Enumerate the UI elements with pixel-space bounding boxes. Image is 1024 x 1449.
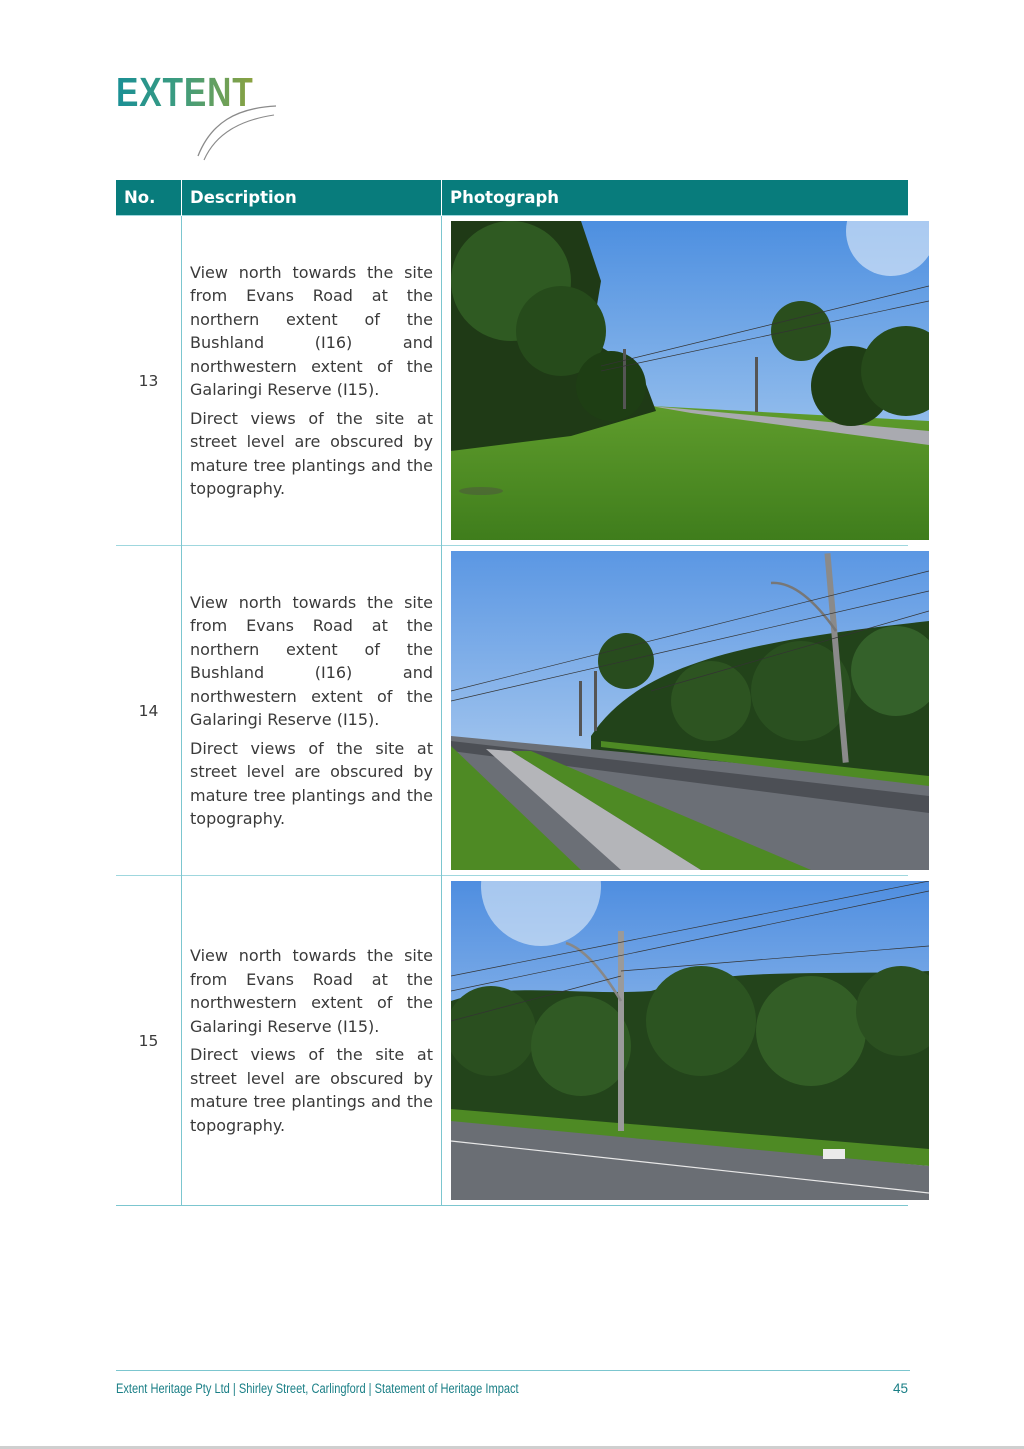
row-number: 13 [116,216,182,546]
photo-schedule-table [116,180,908,1206]
header-description: Description [182,180,442,216]
swoosh-icon [186,98,286,163]
row-description [182,876,442,1206]
row-number: 14 [116,546,182,876]
table-row [116,546,908,876]
row-number: 15 [116,876,182,1206]
photo-roadside-bushland [451,881,929,1200]
footer-divider [116,1370,910,1371]
description-paragraph: View north towards the site from Evans Road at the northwestern extent of the Galaringi Reserve (I15). [190,946,433,1036]
description-paragraph: Direct views of the site at street level are obscured by mature tree plantings and the topography. [190,1045,433,1135]
table-header-row [116,180,908,216]
photo-grassy-embankment [451,221,929,540]
header-photograph: Photograph [442,180,909,216]
row-photograph [442,876,909,1206]
row-description [182,216,442,546]
header-no: No. [116,180,182,216]
description-paragraph: Direct views of the site at street level are obscured by mature tree plantings and the topography. [190,738,433,828]
logo-wordmark: EXTENT [116,69,254,115]
extent-logo [116,68,286,163]
row-photograph [442,546,909,876]
footer-document-title: Extent Heritage Pty Ltd | Shirley Street, Carlingford | Statement of Heritage Impact [116,1381,519,1396]
description-paragraph: View north towards the site from Evans Road at the northern extent of the Bushland (I16) and northwestern extent of the Galaringi Reserve (I15). [190,262,433,399]
row-photograph [442,216,909,546]
table-row [116,876,908,1206]
photo-road-footpath-powerpole [451,551,929,870]
row-description [182,546,442,876]
table-row [116,216,908,546]
description-paragraph: View north towards the site from Evans Road at the northern extent of the Bushland (I16) and northwestern extent of the Galaringi Reserve (I15). [190,592,433,729]
description-paragraph: Direct views of the site at street level are obscured by mature tree plantings and the topography. [190,408,433,498]
page-number: 45 [892,1381,908,1396]
